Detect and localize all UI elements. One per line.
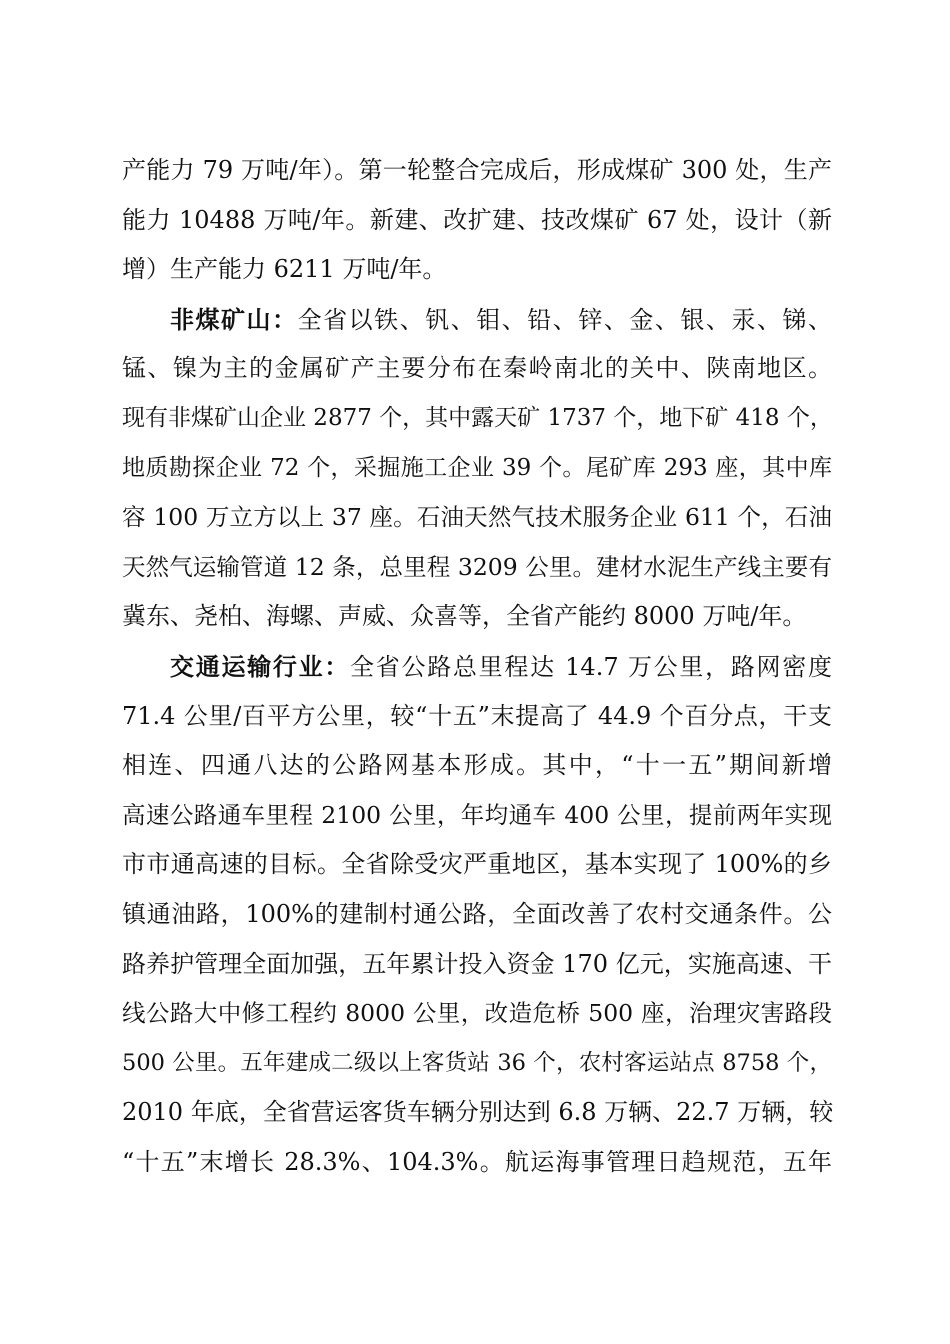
text-line: 镇通油路，100%的建制村通公路，全面改善了农村交通条件。公 [122,899,832,928]
text-line: 路养护管理全面加强，五年累计投入资金 170 亿元，实施高速、干 [122,949,832,978]
text-line: 线公路大中修工程约 8000 公里，改造危桥 500 座，治理灾害路段 [122,999,832,1028]
text-line: 地质勘探企业 72 个，采掘施工企业 39 个。尾矿库 293 座，其中库 [122,454,832,481]
text-line: 2010 年底，全省营运客货车辆分别达到 6.8 万辆、22.7 万辆，较 [122,1098,834,1127]
text-line: 71.4 公里/百平方公里，较“十五”末提高了 44.9 个百分点，干支 [122,701,832,730]
text-line [122,295,832,345]
text-line: 天然气运输管道 12 条，总里程 3209 公里。建材水泥生产线主要有 [122,552,832,581]
text-line: 相连、四通八达的公路网基本形成。其中，“十一五”期间新增 [122,751,832,780]
paragraph-non-coal-mines [122,295,832,642]
text-line: 增）生产能力 6211 万吨/年。 [122,255,447,284]
text-line: 500 公里。五年建成二级以上客货站 36 个，农村客运站点 8758 个， [122,1049,832,1076]
text-line: 高速公路通车里程 2100 公里，年均通车 400 公里，提前两年实现 [122,800,832,829]
text-line [122,642,832,692]
section-heading-non-coal-mines: 非煤矿山： [170,304,298,334]
text-line: 市市通高速的目标。全省除受灾严重地区，基本实现了 100%的乡 [122,850,832,879]
section-heading-transport: 交通运输行业： [170,651,351,681]
text-line: 能力 10488 万吨/年。新建、改扩建、技改煤矿 67 处，设计（新 [122,205,832,234]
text-line: 现有非煤矿山企业 2877 个，其中露天矿 1737 个，地下矿 418 个， [122,404,833,431]
text-run: 全省公路总里程达 14.7 万公里，路网密度 [350,652,832,681]
text-line: 冀东、尧柏、海螺、声威、众喜等，全省产能约 8000 万吨/年。 [122,602,807,631]
text-line: 容 100 万立方以上 37 座。石油天然气技术服务企业 611 个，石油 [122,503,832,532]
text-run: 全省以铁、钒、钼、铅、锌、金、银、汞、锑、 [297,305,833,334]
text-line: “十五”末增长 28.3%、104.3%。航运海事管理日趋规范，五年 [122,1147,832,1176]
document-body [122,146,832,1187]
text-line: 锰、镍为主的金属矿产主要分布在秦岭南北的关中、陕南地区。 [122,354,832,383]
paragraph-transport [122,642,832,1188]
paragraph-coal-mines [122,146,832,295]
text-line: 产能力 79 万吨/年）。第一轮整合完成后，形成煤矿 300 处，生产 [122,156,832,184]
